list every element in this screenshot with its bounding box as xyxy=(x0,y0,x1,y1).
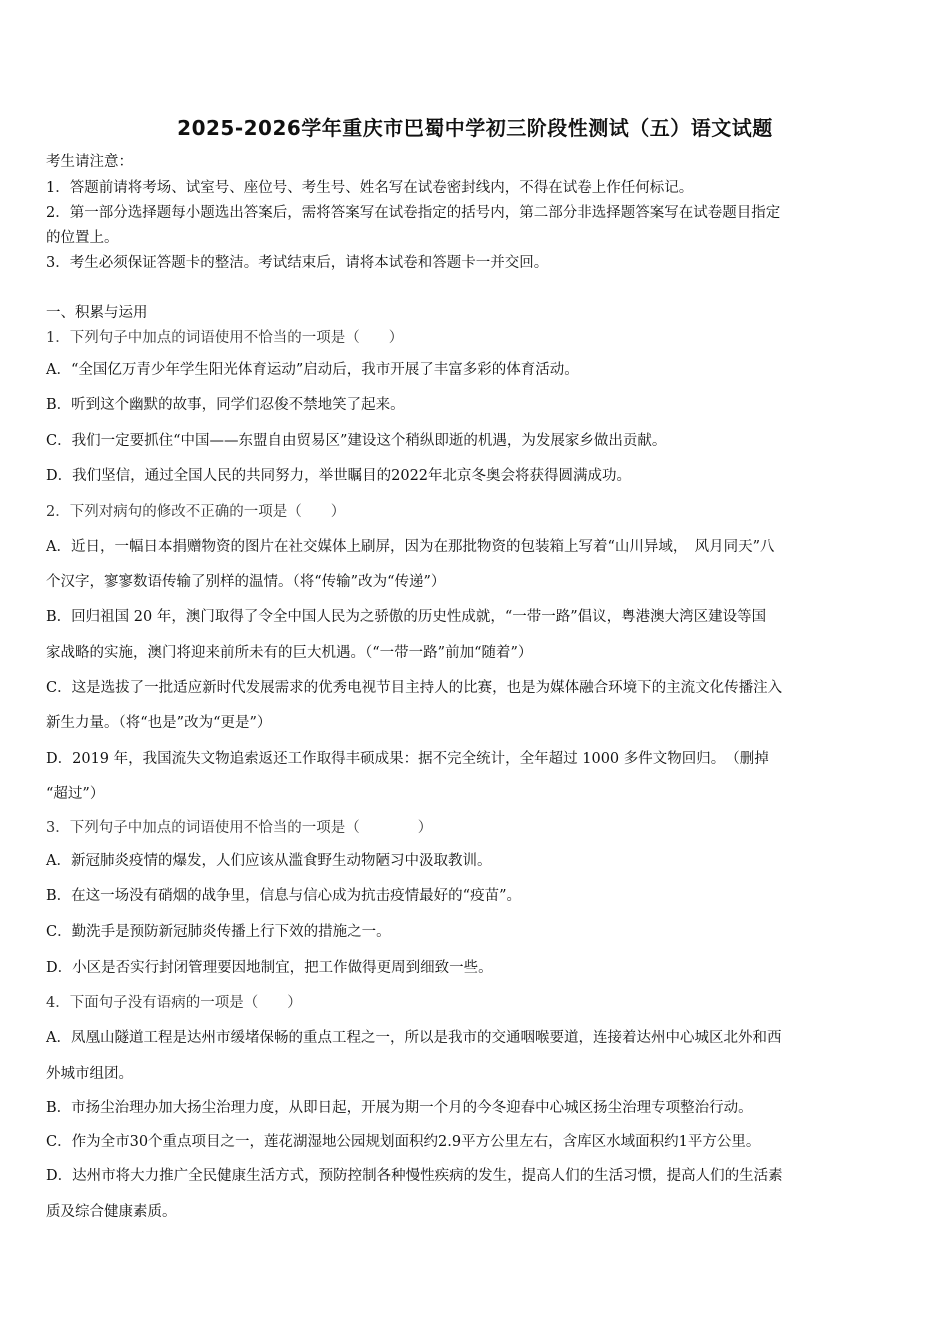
question-4-option-d-cont: 质及综合健康素质。 xyxy=(46,1204,177,1220)
question-2-option-c-cont: 新生力量。（将“也是”改为“更是”） xyxy=(46,715,272,731)
notice-item: 1．答题前请将考场、试室号、座位号、考生号、姓名写在试卷密封线内，不得在试卷上作任何标记。 xyxy=(46,180,694,196)
question-4-stem: 4．下面句子没有语病的一项是（ ） xyxy=(46,995,302,1011)
question-2-option-b-cont: 家战略的实施，澳门将迎来前所未有的巨大机遇。（“一带一路”前加“随着”） xyxy=(46,645,533,661)
question-4-option-d: D．达州市将大力推广全民健康生活方式，预防控制各种慢性疾病的发生，提高人们的生活习惯，提高人们的生活素 xyxy=(46,1168,783,1184)
question-4-option-a: A．凤凰山隧道工程是达州市缓堵保畅的重点工程之一，所以是我市的交通咽喉要道，连接着达州中心城区北外和西 xyxy=(46,1030,782,1046)
question-2-option-d: D．2019 年，我国流失文物追索返还工作取得丰硕成果：据不完全统计，全年超过 1000 多件文物回归。 （删掉 xyxy=(46,751,769,767)
question-4-option-c: C．作为全市30个重点项目之一，莲花湖湿地公园规划面积约2.9平方公里左右，含库区水域面积约1平方公里。 xyxy=(46,1134,761,1150)
notice-item: 的位置上。 xyxy=(46,230,119,246)
question-1-option-a: A．“全国亿万青少年学生阳光体育运动”启动后，我市开展了丰富多彩的体育活动。 xyxy=(46,362,579,378)
question-2-option-a-cont: 个汉字，寥寥数语传输了别样的温情。（将“传输”改为“传递”） xyxy=(46,574,446,590)
question-2-option-b: B．回归祖国 20 年，澳门取得了令全中国人民为之骄傲的历史性成就，“一带一路”倡议，粤港澳大湾区建设等国 xyxy=(46,609,767,625)
question-2-option-c: C．这是选拔了一批适应新时代发展需求的优秀电视节目主持人的比赛，也是为媒体融合环境下的主流文化传播注入 xyxy=(46,680,783,696)
section-heading: 一、积累与运用 xyxy=(46,305,148,321)
notice-item: 3．考生必须保证答题卡的整洁。考试结束后，请将本试卷和答题卡一并交回。 xyxy=(46,255,549,271)
question-3-option-a: A．新冠肺炎疫情的爆发，人们应该从滥食野生动物陋习中汲取教训。 xyxy=(46,853,492,869)
question-2-option-d-cont: “超过”） xyxy=(46,786,105,802)
question-2-stem: 2．下列对病句的修改不正确的一项是（ ） xyxy=(46,504,346,520)
question-3-option-d: D．小区是否实行封闭管理要因地制宜，把工作做得更周到细致一些。 xyxy=(46,960,493,976)
question-4-option-b: B．市扬尘治理办加大扬尘治理力度，从即日起，开展为期一个月的今冬迎春中心城区扬尘治理专项整治行动。 xyxy=(46,1100,753,1116)
question-1-option-d: D．我们坚信，通过全国人民的共同努力，举世瞩目的2022年北京冬奥会将获得圆满成功。 xyxy=(46,468,632,484)
question-3-option-c: C．勤洗手是预防新冠肺炎传播上行下效的措施之一。 xyxy=(46,924,391,940)
question-4-option-a-cont: 外城市组团。 xyxy=(46,1066,133,1082)
question-3-stem: 3．下列句子中加点的词语使用不恰当的一项是（ ） xyxy=(46,820,433,836)
notice-item: 2．第一部分选择题每小题选出答案后，需将答案写在试卷指定的括号内，第二部分非选择题答案写在试卷题目指定 xyxy=(46,205,781,221)
question-1-option-c: C．我们一定要抓住“中国——东盟自由贸易区”建设这个稍纵即逝的机遇，为发展家乡做出贡献。 xyxy=(46,433,667,449)
page-title: 2025-2026学年重庆市巴蜀中学初三阶段性测试（五）语文试题 xyxy=(177,116,773,140)
question-1-stem: 1．下列句子中加点的词语使用不恰当的一项是（ ） xyxy=(46,330,404,346)
question-1-option-b: B．听到这个幽默的故事，同学们忍俊不禁地笑了起来。 xyxy=(46,397,405,413)
notice-heading: 考生请注意： xyxy=(46,154,133,170)
question-2-option-a: A．近日，一幅日本捐赠物资的图片在社交媒体上刷屏，因为在那批物资的包装箱上写着“山川异域， 风月同天”八 xyxy=(46,539,775,555)
question-3-option-b: B．在这一场没有硝烟的战争里，信息与信心成为抗击疫情最好的“疫苗”。 xyxy=(46,888,521,904)
